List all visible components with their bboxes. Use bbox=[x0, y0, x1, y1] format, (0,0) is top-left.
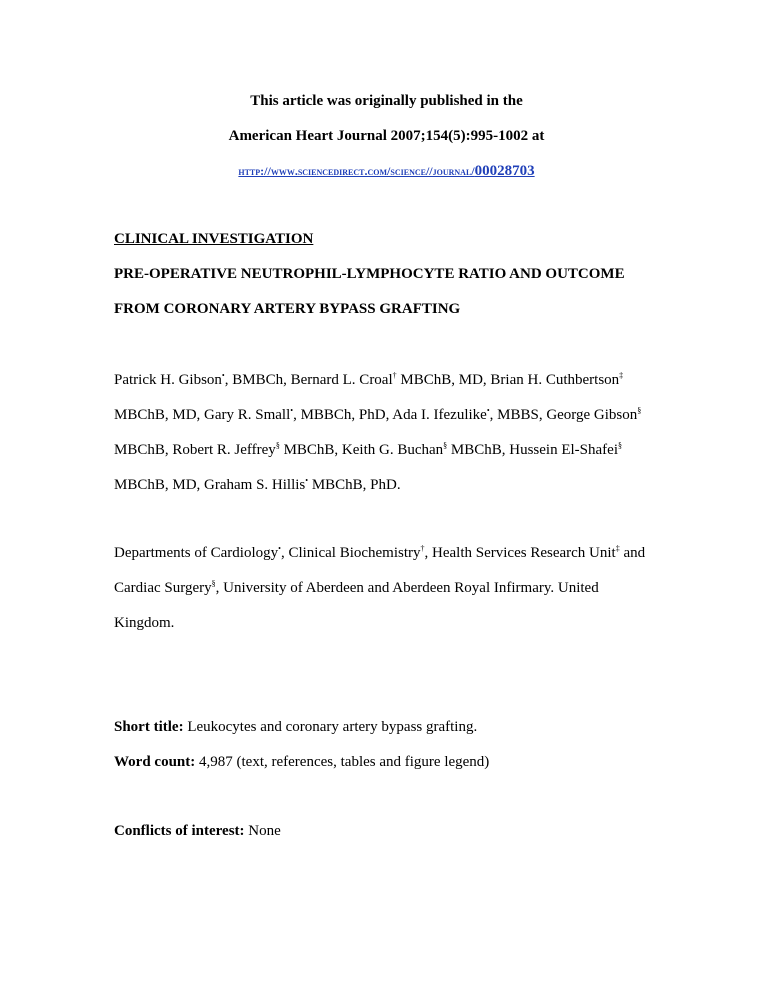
journal-url-number: 00028703 bbox=[474, 163, 535, 179]
author-text: MBChB, MD, Gary R. Small bbox=[114, 407, 291, 423]
publication-note-line2: American Heart Journal 2007;154(5):995-1002 at bbox=[228, 128, 545, 144]
author-text: MBChB, MD, Graham S. Hillis bbox=[114, 477, 306, 493]
affiliations-line1 bbox=[114, 546, 645, 561]
affiliation-text: , Clinical Biochemistry bbox=[280, 545, 421, 561]
affiliation-mark: • bbox=[221, 371, 225, 380]
title-line1: PRE-OPERATIVE NEUTROPHIL-LYMPHOCYTE RATIO AND OUTCOME bbox=[114, 266, 625, 282]
affiliation-text: , University of Aberdeen and Aberdeen Royal Infirmary. United bbox=[215, 580, 599, 596]
author-text: MBChB, Hussein El-Shafei bbox=[447, 442, 618, 458]
authors-line4 bbox=[114, 478, 401, 493]
affiliation-mark: § bbox=[637, 406, 642, 415]
short-title-value: Leukocytes and coronary artery bypass grafting. bbox=[183, 719, 478, 735]
journal-url-line bbox=[0, 164, 773, 179]
section-label: CLINICAL INVESTIGATION bbox=[114, 231, 314, 247]
short-title-label: Short title: bbox=[114, 719, 184, 735]
author-text: , BMBCh, Bernard L. Croal bbox=[224, 372, 393, 388]
affiliation-mark: § bbox=[618, 441, 622, 450]
affiliations-line2 bbox=[114, 581, 599, 596]
authors-line1 bbox=[114, 373, 623, 388]
author-text: MBChB, Robert R. Jeffrey bbox=[114, 442, 276, 458]
author-text: MBChB, PhD. bbox=[308, 477, 401, 493]
author-text: MBChB, MD, Brian H. Cuthbertson bbox=[396, 372, 620, 388]
word-count-line bbox=[114, 755, 489, 770]
conflicts-line bbox=[114, 824, 281, 839]
affiliation-mark: † bbox=[420, 544, 425, 553]
journal-url-prefix: http://www.sciencedirect.com/science//journal/ bbox=[238, 164, 475, 178]
conflicts-label: Conflicts of interest: bbox=[114, 823, 245, 839]
journal-url-link[interactable] bbox=[238, 163, 534, 179]
affiliation-text: Cardiac Surgery bbox=[114, 580, 212, 596]
author-text: Patrick H. Gibson bbox=[114, 372, 222, 388]
affiliation-mark: • bbox=[486, 406, 490, 415]
short-title-line bbox=[114, 720, 477, 735]
authors-line3 bbox=[114, 443, 622, 458]
affiliation-mark: • bbox=[278, 544, 281, 553]
affiliation-mark: § bbox=[275, 441, 280, 450]
word-count-value: 4,987 (text, references, tables and figure legend) bbox=[195, 754, 490, 770]
publication-note-line1: This article was originally published in the bbox=[250, 93, 523, 109]
authors-line2 bbox=[114, 408, 641, 423]
affiliation-mark: • bbox=[290, 406, 294, 415]
author-text: , MBBCh, PhD, Ada I. Ifezulike bbox=[293, 407, 487, 423]
affiliation-text: and bbox=[619, 545, 646, 561]
affiliation-mark: • bbox=[305, 476, 309, 485]
affiliation-mark: ‡ bbox=[619, 371, 624, 380]
conflicts-value: None bbox=[244, 823, 281, 839]
affiliation-mark: § bbox=[211, 579, 216, 588]
affiliation-mark: † bbox=[392, 371, 397, 380]
word-count-label: Word count: bbox=[114, 754, 196, 770]
affiliations-line3: Kingdom. bbox=[114, 615, 175, 631]
author-text: , MBBS, George Gibson bbox=[489, 407, 638, 423]
author-text: MBChB, Keith G. Buchan bbox=[279, 442, 444, 458]
title-line2: FROM CORONARY ARTERY BYPASS GRAFTING bbox=[114, 301, 461, 317]
affiliation-mark: § bbox=[443, 441, 448, 450]
affiliation-mark: ‡ bbox=[615, 544, 620, 553]
affiliation-text: Departments of Cardiology bbox=[114, 545, 279, 561]
affiliation-text: , Health Services Research Unit bbox=[424, 545, 616, 561]
